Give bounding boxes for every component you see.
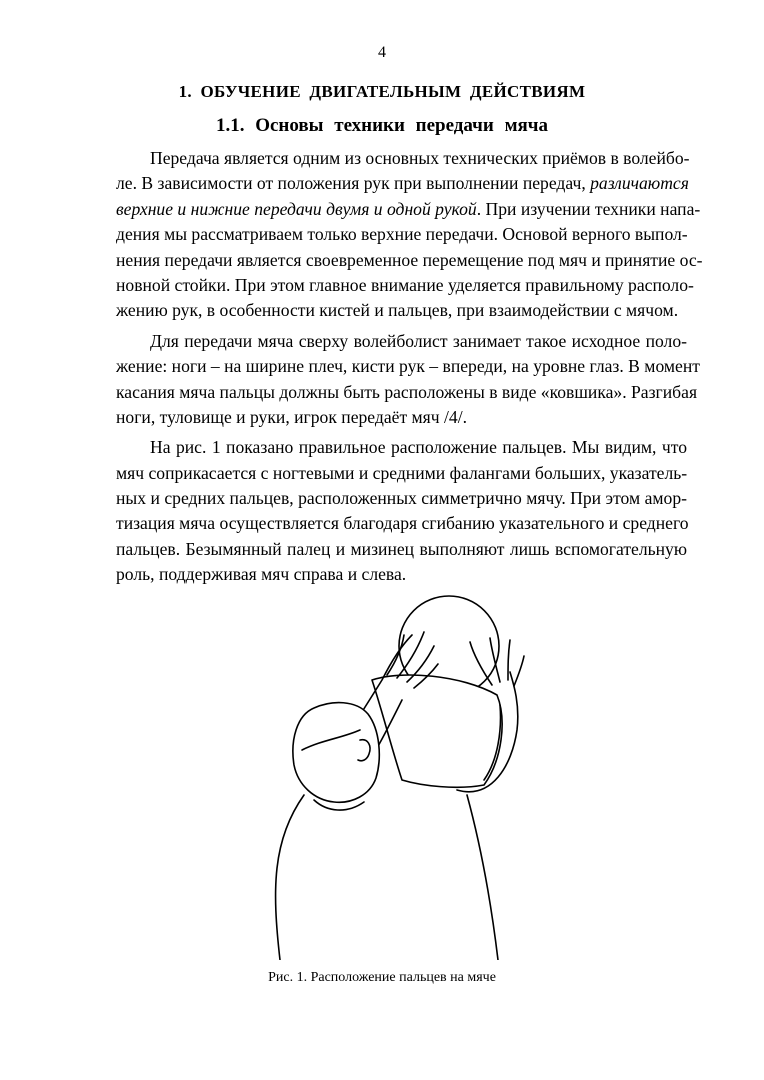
- text-line: касания мяча пальцы должны быть расположены в виде «ковшика». Разгибая: [116, 381, 698, 402]
- text-line: жение: ноги – на ширине плеч, кисти рук – впереди, на уровне глаз. В момент: [116, 356, 700, 377]
- text-line: дения мы рассматриваем только верхние передачи. Основой верного выпол-: [116, 224, 688, 245]
- text-line: пальцев. Безымянный палец и мизинец выполняют лишь вспомогательную: [116, 538, 687, 559]
- chapter-title: 1. ОБУЧЕНИЕ ДВИГАТЕЛЬНЫМ ДЕЙСТВИЯМ: [178, 82, 586, 101]
- text-line: жению рук, в особенности кистей и пальцев, при взаимодействии с мячом.: [116, 300, 679, 321]
- text-line: роль, поддерживая мяч справа и слева.: [116, 564, 407, 585]
- text-line: новной стойки. При этом главное внимание уделяется правильному располо-: [116, 274, 694, 295]
- text-segment: ле. В зависимости от положения рук при выполнении передач,: [116, 173, 591, 194]
- text-line: [116, 171, 687, 196]
- text-line: мяч соприкасается с ногтевыми и средними фалангами больших, указатель-: [116, 462, 688, 483]
- shoulder-block: [372, 675, 502, 787]
- text-line: На рис. 1 показано правильное расположение пальцев. Мы видим, что: [150, 437, 687, 458]
- head: [293, 703, 379, 803]
- paragraph-1: [116, 146, 703, 324]
- text-line: Для передачи мяча сверху волейболист занимает такое исходное поло-: [150, 330, 687, 351]
- figure-caption: Рис. 1. Расположение пальцев на мяче: [268, 970, 496, 985]
- torso-outline: [276, 795, 304, 960]
- paragraph-2: [116, 329, 700, 431]
- paragraph-3: [116, 435, 687, 587]
- torso-right: [467, 795, 498, 960]
- text-segment: . При изучении техники напа-: [476, 198, 701, 219]
- text-line: Передача является одним из основных технических приёмов в волейбо-: [150, 148, 690, 168]
- text-line: ноги, туловище и руки, игрок передаёт мяч /4/.: [116, 406, 467, 427]
- figure-illustration: [252, 590, 542, 960]
- italic-segment: верхние и нижние передачи двумя и одной рукой: [116, 198, 477, 219]
- text-line: тизация мяча осуществляется благодаря сгибанию указательного и среднего: [116, 513, 689, 534]
- italic-segment: различаются: [590, 173, 689, 194]
- body-text: [116, 146, 703, 593]
- volleyball-player-drawing: [252, 590, 542, 960]
- text-line: ных и средних пальцев, расположенных симметрично мячу. При этом амор-: [116, 488, 687, 509]
- page-number: 4: [378, 44, 386, 61]
- text-line: [116, 197, 701, 222]
- text-line: нения передачи является своевременное перемещение под мяч и принятие ос-: [116, 249, 703, 270]
- section-title: 1.1. Основы техники передачи мяча: [215, 115, 549, 136]
